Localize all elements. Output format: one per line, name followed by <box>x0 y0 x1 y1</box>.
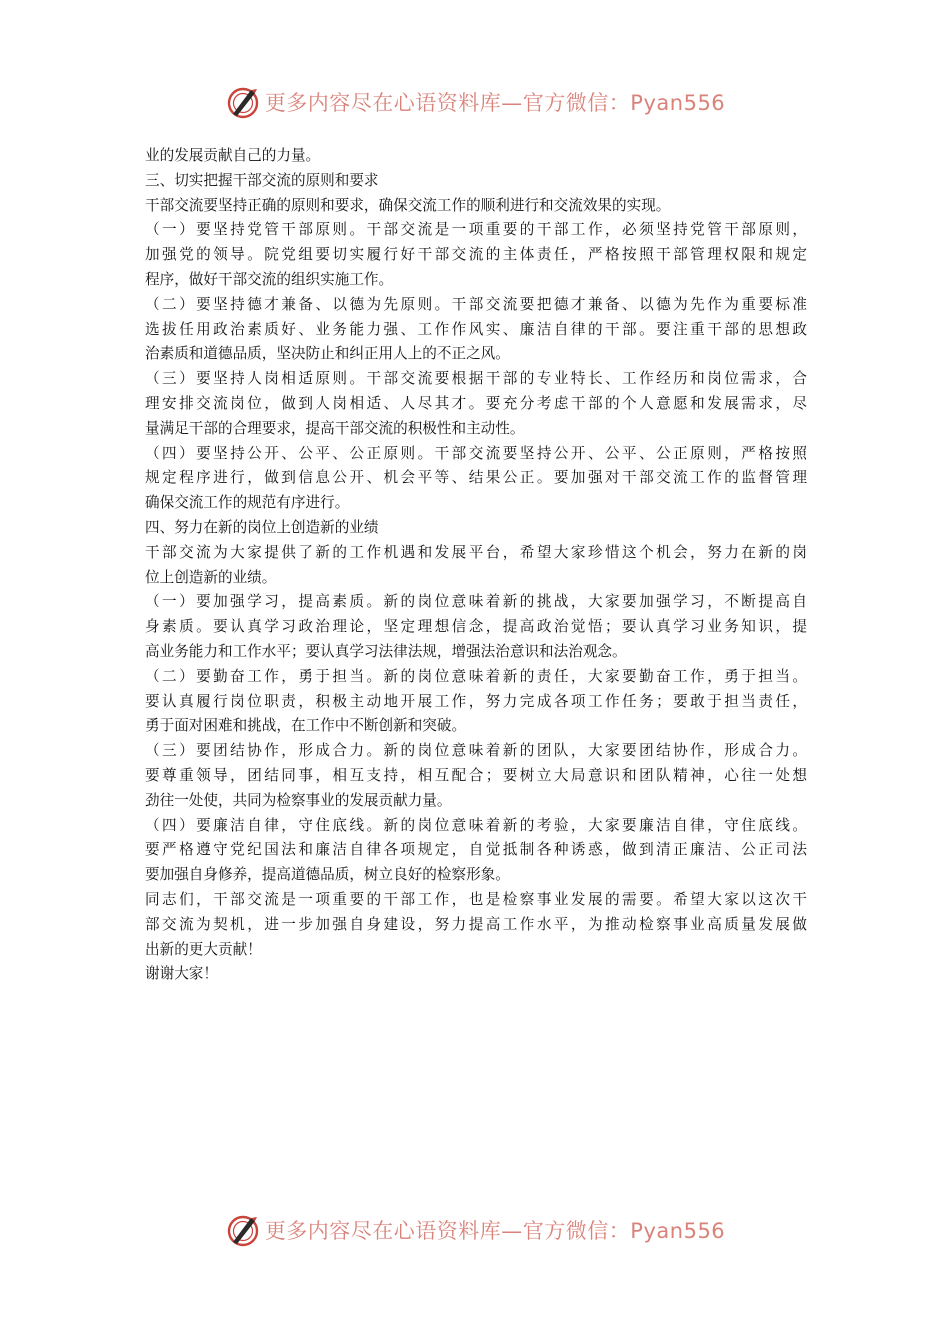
text-line: 治素质和道德品质，坚决防止和纠正用人上的不正之风。 <box>145 345 510 363</box>
text-line: 确保交流工作的规范有序进行。 <box>145 494 350 512</box>
text-line: 高业务能力和工作水平；要认真学习法律法规，增强法治意识和法治观念。 <box>145 642 627 660</box>
text-line: （二）要坚持德才兼备、以德为先原则。干部交流要把德才兼备、以德为先作为重要标准 <box>145 295 807 313</box>
text-line: （四）要坚持公开、公平、公正原则。干部交流要坚持公开、公平、公正原则，严格按照 <box>145 444 807 462</box>
text-line: 选拔任用政治素质好、业务能力强、工作作风实、廉洁自律的干部。要注重干部的思想政 <box>145 320 807 338</box>
text-line: （三）要团结协作，形成合力。新的岗位意味着新的团队，大家要团结协作，形成合力。 <box>145 742 807 760</box>
text-line: （一）要加强学习，提高素质。新的岗位意味着新的挑战，大家要加强学习，不断提高自 <box>145 593 807 611</box>
text-line: 规定程序进行，做到信息公开、机会平等、结果公正。要加强对干部交流工作的监督管理 <box>145 469 807 487</box>
text-line: 要严格遵守党纪国法和廉洁自律各项规定，自觉抵制各种诱惑，做到清正廉洁、公正司法 <box>145 841 807 859</box>
text-line: 四、努力在新的岗位上创造新的业绩 <box>145 518 379 536</box>
footer-watermark-banner <box>0 1210 950 1250</box>
text-line: 三、切实把握干部交流的原则和要求 <box>145 171 379 189</box>
text-line: 出新的更大贡献！ <box>145 940 262 958</box>
footer-watermark-text: 更多内容尽在心语资料库—官方微信：Pyan556 <box>264 1219 726 1243</box>
text-line: 劲往一处使，共同为检察事业的发展贡献力量。 <box>145 791 452 809</box>
document-body <box>145 144 807 987</box>
text-line: 要加强自身修养，提高道德品质，树立良好的检察形象。 <box>145 866 510 884</box>
text-line: 量满足干部的合理要求，提高干部交流的积极性和主动性。 <box>145 419 525 437</box>
text-line: （四）要廉洁自律，守住底线。新的岗位意味着新的考验，大家要廉洁自律，守住底线。 <box>145 816 807 834</box>
text-line: 位上创造新的业绩。 <box>145 568 277 586</box>
text-line: 要尊重领导，团结同事，相互支持，相互配合；要树立大局意识和团队精神，心往一处想 <box>145 766 807 784</box>
text-line: （一）要坚持党管干部原则。干部交流是一项重要的干部工作，必须坚持党管干部原则， <box>145 221 807 239</box>
text-line: 同志们，干部交流是一项重要的干部工作，也是检察事业发展的需要。希望大家以这次干 <box>145 890 807 908</box>
text-line: 业的发展贡献自己的力量。 <box>145 147 321 164</box>
text-line: 要认真履行岗位职责，积极主动地开展工作，努力完成各项工作任务；要敢于担当责任， <box>145 692 807 710</box>
header-watermark-banner <box>0 82 950 122</box>
text-line: 加强党的领导。院党组要切实履行好干部交流的主体责任，严格按照干部管理权限和规定 <box>145 246 807 264</box>
text-line: 理安排交流岗位，做到人岗相适、人尽其才。要充分考虑干部的个人意愿和发展需求，尽 <box>145 394 807 412</box>
text-line: 部交流为契机，进一步加强自身建设，努力提高工作水平，为推动检察事业高质量发展做 <box>145 915 807 933</box>
text-line: （二）要勤奋工作，勇于担当。新的岗位意味着新的责任，大家要勤奋工作，勇于担当。 <box>145 667 807 685</box>
text-line: （三）要坚持人岗相适原则。干部交流要根据干部的专业特长、工作经历和岗位需求，合 <box>145 370 807 388</box>
text-line: 身素质。要认真学习政治理论，坚定理想信念，提高政治觉悟；要认真学习业务知识，提 <box>145 618 807 636</box>
text-line: 勇于面对困难和挑战，在工作中不断创新和突破。 <box>145 717 467 735</box>
text-line: 干部交流要坚持正确的原则和要求，确保交流工作的顺利进行和交流效果的实现。 <box>145 196 671 214</box>
pen-logo-icon <box>225 84 261 120</box>
text-line: 程序，做好干部交流的组织实施工作。 <box>145 270 394 288</box>
text-line: 谢谢大家！ <box>145 965 218 983</box>
text-line: 干部交流为大家提供了新的工作机遇和发展平台，希望大家珍惜这个机会，努力在新的岗 <box>145 543 807 561</box>
pen-logo-icon <box>225 1212 261 1248</box>
header-watermark-text: 更多内容尽在心语资料库—官方微信：Pyan556 <box>264 91 726 115</box>
